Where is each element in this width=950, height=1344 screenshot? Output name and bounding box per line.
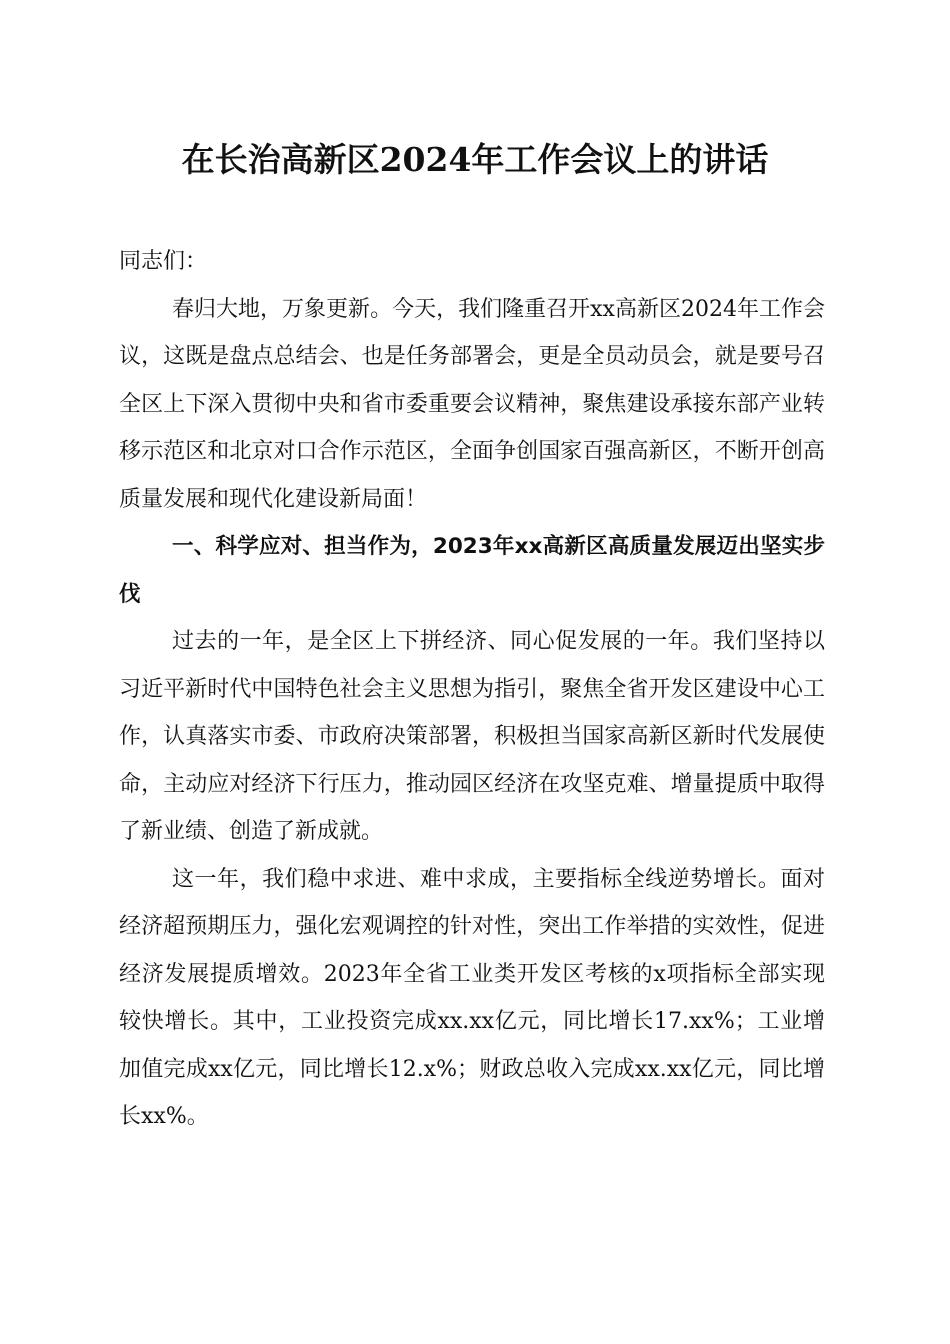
page-title: 在长治高新区2024年工作会议上的讲话	[181, 140, 769, 179]
document-body	[119, 238, 825, 1141]
intro-paragraph: 春归大地，万象更新。今天，我们隆重召开xx高新区2024年工作会议，这既是盘点总结会、也是任务部署会，更是全员动员会，就是要号召全区上下深入贯彻中央和省市委重要会议精神，聚焦建设承接东部产业转移示范区和北京对口合作示范区，全面争创国家百强高新区，不断开创高质量发展和现代化建设新局面！	[119, 296, 825, 512]
section-paragraph-2: 这一年，我们稳中求进、难中求成，主要指标全线逆势增长。面对经济超预期压力，强化宏观调控的针对性，突出工作举措的实效性，促进经济发展提质增效。2023年全省工业类开发区考核的x项指标全部实现较快增长。其中，工业投资完成xx.xx亿元，同比增长17.xx%；工业增加值完成xx亿元，同比增长12.x%；财政总收入完成xx.xx亿元，同比增长xx%。	[119, 866, 825, 1129]
section-heading: 一、科学应对、担当作为，2023年xx高新区高质量发展迈出坚实步伐	[119, 534, 825, 607]
salutation: 同志们：	[119, 249, 208, 274]
section-paragraph-1: 过去的一年，是全区上下拼经济、同心促发展的一年。我们坚持以习近平新时代中国特色社会主义思想为指引，聚焦全省开发区建设中心工作，认真落实市委、市政府决策部署，积极担当国家高新区新时代发展使命，主动应对经济下行压力，推动园区经济在攻坚克难、增量提质中取得了新业绩、创造了新成就。	[119, 629, 825, 844]
